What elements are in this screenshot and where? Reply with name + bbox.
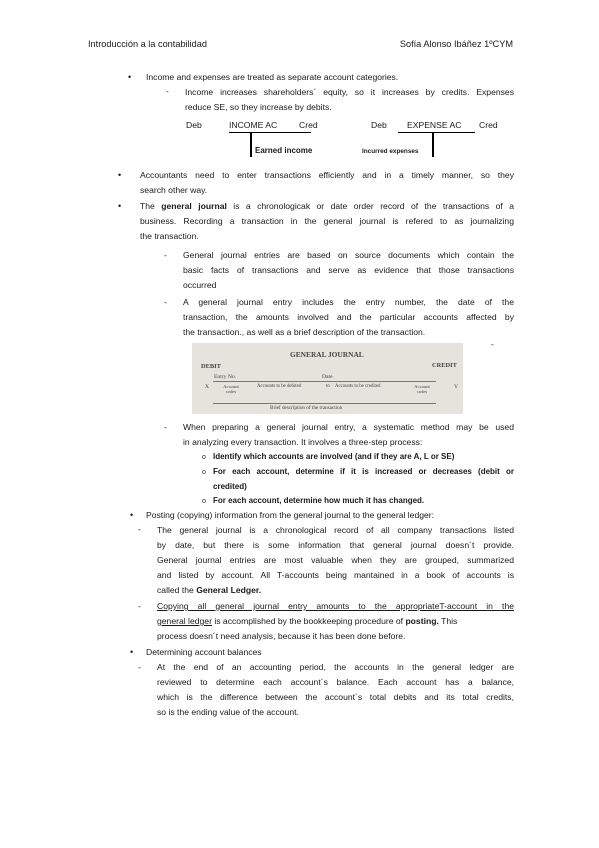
dash-icon: - <box>164 297 167 307</box>
stray-dash: - <box>491 340 494 349</box>
p5-b-line2: general ledger is accomplished by the bookkeeping procedure of posting. This <box>157 616 458 626</box>
dash-icon: - <box>138 601 141 611</box>
dash-icon: - <box>138 662 141 672</box>
income-t-stem <box>250 132 252 157</box>
p3-s2-line2: transaction, the amounts involved and the particular accounts affected by <box>183 312 514 322</box>
dash-icon: - <box>138 524 141 534</box>
p3-s1-line3: occurred <box>183 280 217 290</box>
bullet-icon: • <box>128 72 132 82</box>
journal-entry-no: Entry No. <box>214 374 237 380</box>
expense-cred: Cred <box>479 120 498 130</box>
bullet-icon: • <box>118 170 122 180</box>
journal-to-debit: Accounts to be debited <box>257 384 302 389</box>
dash-icon: - <box>166 86 169 96</box>
journal-date: Date <box>322 374 333 380</box>
p4-step2-line2: credited) <box>213 482 247 491</box>
expense-t-bar <box>398 132 475 133</box>
p3-s1-line2: basic facts of transactions and serve as evidence that those transactions <box>183 265 514 275</box>
dash-icon: - <box>164 250 167 260</box>
journal-brief: Brief description of the transaction <box>270 405 343 411</box>
bullet-icon: • <box>130 647 134 657</box>
p6-bullet-text: Determining account balances <box>146 647 262 657</box>
p5-a-line1: The general journal is a chronological record of all company transactions listed <box>157 525 514 535</box>
p3-line3: the transaction. <box>140 231 199 241</box>
journal-to: to <box>326 384 330 389</box>
p5-a-line2: by date, but there is some information that general journal doesn´t provide. <box>157 540 514 550</box>
p3-s1-line1: General journal entries are based on source documents which contain the <box>183 250 514 260</box>
income-label: Earned income <box>255 146 313 155</box>
journal-x: X <box>205 384 210 390</box>
p5-bullet-text: Posting (copying) information from the general journal to the general ledger: <box>146 510 435 520</box>
general-journal-figure <box>192 343 463 414</box>
p2-line1: Accountants need to enter transactions efficiently and in a timely manner, so they <box>140 170 514 180</box>
p4-step2-line1: For each account, determine if it is increased or decreases (debit or <box>213 467 514 476</box>
p4-step3: For each account, determine how much it has changed. <box>213 496 425 505</box>
journal-title: GENERAL JOURNAL <box>290 350 364 359</box>
p1-sub-line2: reduce SE, so they increase by debits. <box>185 102 332 112</box>
header-left: Introducción a la contabilidad <box>88 39 208 49</box>
header-right: Sofía Alonso Ibáñez 1ºCYM <box>399 39 513 49</box>
p6-line1: At the end of an accounting period, the accounts in the general ledger are <box>157 662 514 672</box>
p3-s2-line3: the transaction., as well as a brief description of the transaction. <box>183 327 426 337</box>
expense-title: EXPENSE AC <box>407 120 462 130</box>
p4-step1: Identify which accounts are involved (and if they are A, L or SE) <box>213 452 455 461</box>
income-t-bar <box>229 132 311 133</box>
p6-line2: reviewed to determine each account´s balance. Each account has a balance, <box>157 677 514 687</box>
expense-t-stem <box>432 132 434 157</box>
circle-bullet-icon: o <box>202 454 206 461</box>
p5-a-line3: General journal entries are most valuable when they are grouped, summarized <box>157 555 514 565</box>
p1-bullet-text: Income and expenses are treated as separate account categories. <box>146 72 399 82</box>
p5-a-line5: called the General Ledger. <box>157 585 262 595</box>
p6-line4: so is the ending value of the account. <box>157 707 299 717</box>
p5-b-line3: process doesn´t need analysis, because it has been done before. <box>157 631 406 641</box>
p2-line2: search other way. <box>140 185 208 195</box>
p3-line1: The general journal is a chronologicak or date order record of the transactions of a <box>140 201 515 211</box>
p4-line2: in analyzing every transaction. It involves a three-step process: <box>183 437 423 447</box>
journal-to-credit: Accounts to be credited <box>335 384 381 389</box>
income-deb: Deb <box>186 120 202 130</box>
journal-acc-codes-right: Account codes <box>414 384 430 394</box>
p6-line3: which is the difference between the account´s total debits and its total credits, <box>157 692 514 702</box>
expense-label: Incurred expenses <box>362 148 419 155</box>
circle-bullet-icon: o <box>202 469 206 476</box>
circle-bullet-icon: o <box>202 498 206 505</box>
income-cred: Cred <box>299 120 318 130</box>
p4-line1: When preparing a general journal entry, a systematic method may be used <box>183 422 514 432</box>
journal-credit: CREDIT <box>432 362 457 369</box>
bullet-icon: • <box>118 201 122 211</box>
dash-icon: - <box>164 422 167 432</box>
p1-sub-line1: Income increases shareholders´ equity, so it increases by credits. Expenses <box>185 87 514 97</box>
p3-s2-line1: A general journal entry includes the entry number, the date of the <box>183 297 514 307</box>
journal-acc-codes-left: Account codes <box>223 384 239 394</box>
journal-debit: DEBIT <box>201 363 221 370</box>
p5-a-line4: and listed by account. All T-accounts being mantained in a book of accounts is <box>157 570 514 580</box>
income-title: INCOME AC <box>229 120 278 130</box>
p3-line2: business. Recording a transaction in the general journal is refered to as journalizing <box>140 216 514 226</box>
journal-y: Y <box>454 384 459 390</box>
p5-b-line1: Copying all general journal entry amounts to the appropriateT-account in the <box>157 601 514 611</box>
bullet-icon: • <box>130 510 134 520</box>
expense-deb: Deb <box>371 120 387 130</box>
